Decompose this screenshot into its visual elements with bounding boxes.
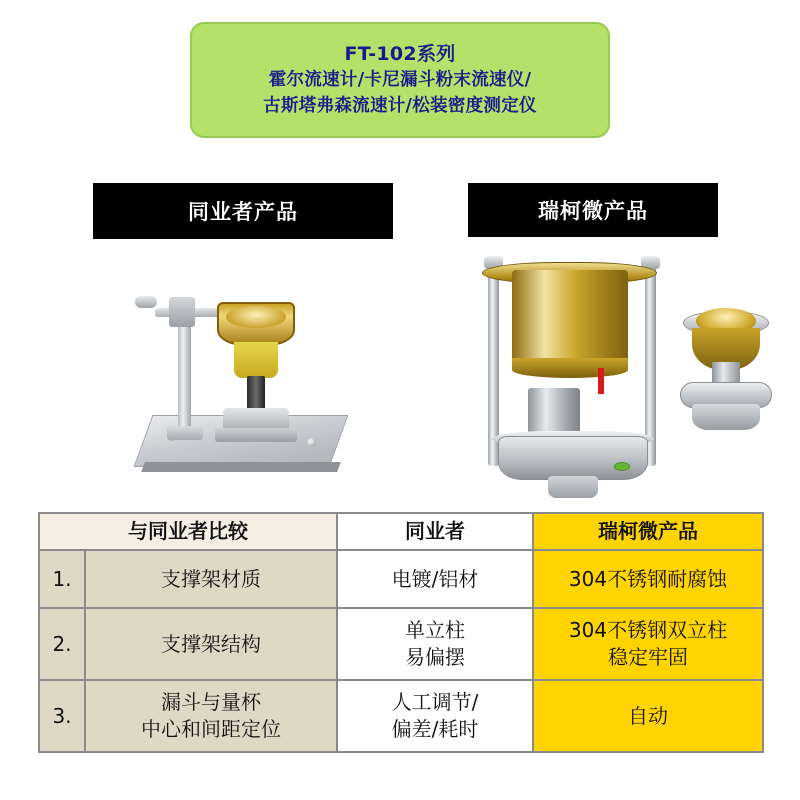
comparison-table <box>38 512 764 753</box>
row-competitor-line2: 偏差/耗时 <box>391 717 479 741</box>
funnel-stem <box>247 376 265 410</box>
table-row <box>39 680 763 752</box>
row-ruike: 304不锈钢耐腐蚀 <box>533 550 763 608</box>
screw-icon <box>307 438 316 447</box>
title-banner <box>190 22 610 138</box>
table-row <box>39 608 763 680</box>
header-competitor: 同业者 <box>337 513 533 550</box>
detached-funnel-base <box>692 404 760 430</box>
row-ruike-line1: 304不锈钢双立柱 <box>568 618 728 642</box>
row-competitor-line1: 单立柱 <box>405 618 465 642</box>
clamp-knob <box>135 296 157 308</box>
row-item-line1: 漏斗与量杯 <box>161 690 261 714</box>
row-ruike <box>533 608 763 680</box>
row-index: 1. <box>39 550 85 608</box>
table-header-row <box>39 513 763 550</box>
label-competitor-product: 同业者产品 <box>93 183 393 239</box>
table-row <box>39 550 763 608</box>
photo-competitor-apparatus <box>95 240 395 490</box>
level-bubble-indicator <box>614 462 630 471</box>
brass-cylinder-bottom <box>512 358 628 378</box>
label-ruike-product: 瑞柯微产品 <box>468 183 718 237</box>
row-competitor <box>337 680 533 752</box>
header-ruike: 瑞柯微产品 <box>533 513 763 550</box>
clamp-block <box>169 297 195 327</box>
red-marker <box>598 368 604 394</box>
title-line-1: FT-102系列 <box>344 43 456 65</box>
funnel-cup-interior <box>226 306 286 328</box>
measuring-cup-base <box>215 428 297 442</box>
header-comparison-title: 与同业者比较 <box>39 513 337 550</box>
row-ruike: 自动 <box>533 680 763 752</box>
row-competitor-line2: 易偏摆 <box>405 645 465 669</box>
base-plate-edge <box>141 462 341 472</box>
row-index: 2. <box>39 608 85 680</box>
row-item <box>85 680 337 752</box>
row-competitor <box>337 608 533 680</box>
row-item: 支撑架结构 <box>85 608 337 680</box>
row-competitor: 电镀/铝材 <box>337 550 533 608</box>
title-line-2: 霍尔流速计/卡尼漏斗粉末流速仪/ <box>268 70 532 90</box>
row-ruike-line2: 稳定牢固 <box>608 645 688 669</box>
title-line-3: 古斯塔弗森流速计/松装密度测定仪 <box>263 96 537 116</box>
base-foot <box>548 476 598 498</box>
photo-ruike-apparatus <box>440 240 780 505</box>
post-foot <box>167 426 203 440</box>
funnel-body <box>234 342 278 378</box>
row-competitor-line1: 人工调节/ <box>391 690 479 714</box>
row-item: 支撑架材质 <box>85 550 337 608</box>
base-bowl <box>498 436 648 480</box>
brass-cylinder <box>512 270 628 368</box>
row-index: 3. <box>39 680 85 752</box>
row-item-line2: 中心和间距定位 <box>141 717 281 741</box>
